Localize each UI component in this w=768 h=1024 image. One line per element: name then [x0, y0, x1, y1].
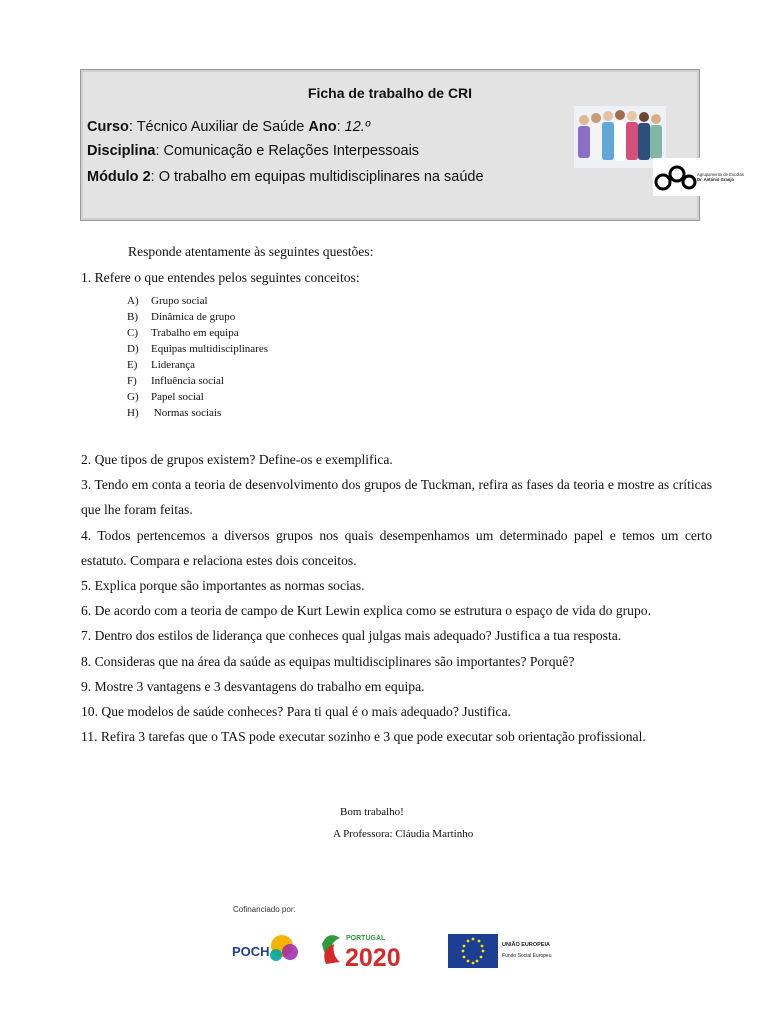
question-1: 1. Refere o que entendes pelos seguintes conceitos: [81, 270, 360, 285]
ano-label: Ano [308, 119, 337, 135]
header-box [80, 69, 744, 221]
question-4: 4. Todos pertencemos a diversos grupos nos quais desempenhamos um determinado papel e temos um certo estatuto. Compara e relaciona estes dois conceitos. [81, 527, 712, 568]
svg-text:Fundo Social Europeu: Fundo Social Europeu [502, 953, 552, 959]
list-item: H) Normas sociais [127, 407, 222, 419]
eu-logo [448, 934, 552, 968]
portugal-2020-logo [322, 935, 401, 972]
list-item: C) Trabalho em equipa [127, 327, 239, 339]
question-7: 7. Dentro dos estilos de liderança que conheces qual julgas mais adequado? Justifica a tua resposta. [81, 628, 622, 644]
school-logo [653, 158, 753, 196]
question-3: 3. Tendo em conta a teoria de desenvolvimento dos grupos de Tuckman, refira as fases da teoria e mostre as críticas que lhe foram feitas. [81, 477, 712, 518]
question-11: 11. Refira 3 tarefas que o TAS pode executar sozinho e 3 que pode executar sob orientação profissional. [81, 729, 646, 745]
list-item: D) Equipas multidisciplinares [127, 343, 269, 355]
disciplina-label: Disciplina [87, 143, 156, 159]
svg-text:POCH: POCH [232, 944, 270, 959]
disciplina-line [87, 143, 419, 159]
svg-text:2020: 2020 [345, 944, 401, 972]
curso-label: Curso [87, 119, 129, 135]
instructions: Responde atentamente às seguintes questões: [128, 244, 374, 259]
question-9: 9. Mostre 3 vantagens e 3 desvantagens do trabalho em equipa. [81, 678, 425, 694]
list-item: B) Dinâmica de grupo [127, 311, 236, 323]
worksheet-title: Ficha de trabalho de CRI [307, 85, 473, 101]
ano-value: 12.º [344, 119, 371, 135]
modulo-line [87, 169, 484, 185]
school-logo-text: Agrupamento de Escolas Dr. António Granjo [697, 172, 744, 182]
list-item: F) Influência social [127, 375, 224, 387]
cofinanced-label: Cofinanciado por: [233, 905, 296, 914]
funding-logos [230, 924, 560, 974]
list-item: E) Liderança [127, 359, 195, 371]
question-6: 6. De acordo com a teoria de campo de Kurt Lewin explica como se estrutura o espaço de vida do grupo. [81, 603, 651, 619]
school-emblem-icon [653, 158, 697, 196]
disciplina-value: : Comunicação e Relações Interpessoais [155, 143, 420, 159]
concept-list [127, 293, 268, 421]
poch-logo [232, 935, 298, 961]
curso-line [87, 119, 370, 135]
question-10: 10. Que modelos de saúde conheces? Para ti qual é o mais adequado? Justifica. [81, 704, 511, 720]
modulo-label: Módulo 2 [87, 169, 151, 185]
question-list [81, 447, 712, 749]
question-8: 8. Consideras que na área da saúde as equipas multidisciplinares são importantes? Porquê? [81, 653, 575, 669]
teacher-signature: A Professora: Cláudia Martinho [333, 828, 474, 840]
curso-value: : Técnico Auxiliar de Saúde [128, 119, 309, 135]
svg-text:PORTUGAL: PORTUGAL [346, 935, 386, 942]
modulo-value: : O trabalho em equipas multidisciplinares na saúde [150, 169, 484, 185]
svg-text:UNIÃO EUROPEIA: UNIÃO EUROPEIA [502, 942, 550, 948]
ano-sep: : [336, 119, 345, 135]
list-item: A) Grupo social [127, 295, 208, 307]
closing-greeting: Bom trabalho! [340, 806, 404, 818]
question-2: 2. Que tipos de grupos existem? Define-os e exemplifica. [81, 452, 393, 467]
list-item: G) Papel social [127, 391, 204, 403]
question-5: 5. Explica porque são importantes as normas socias. [81, 578, 365, 594]
